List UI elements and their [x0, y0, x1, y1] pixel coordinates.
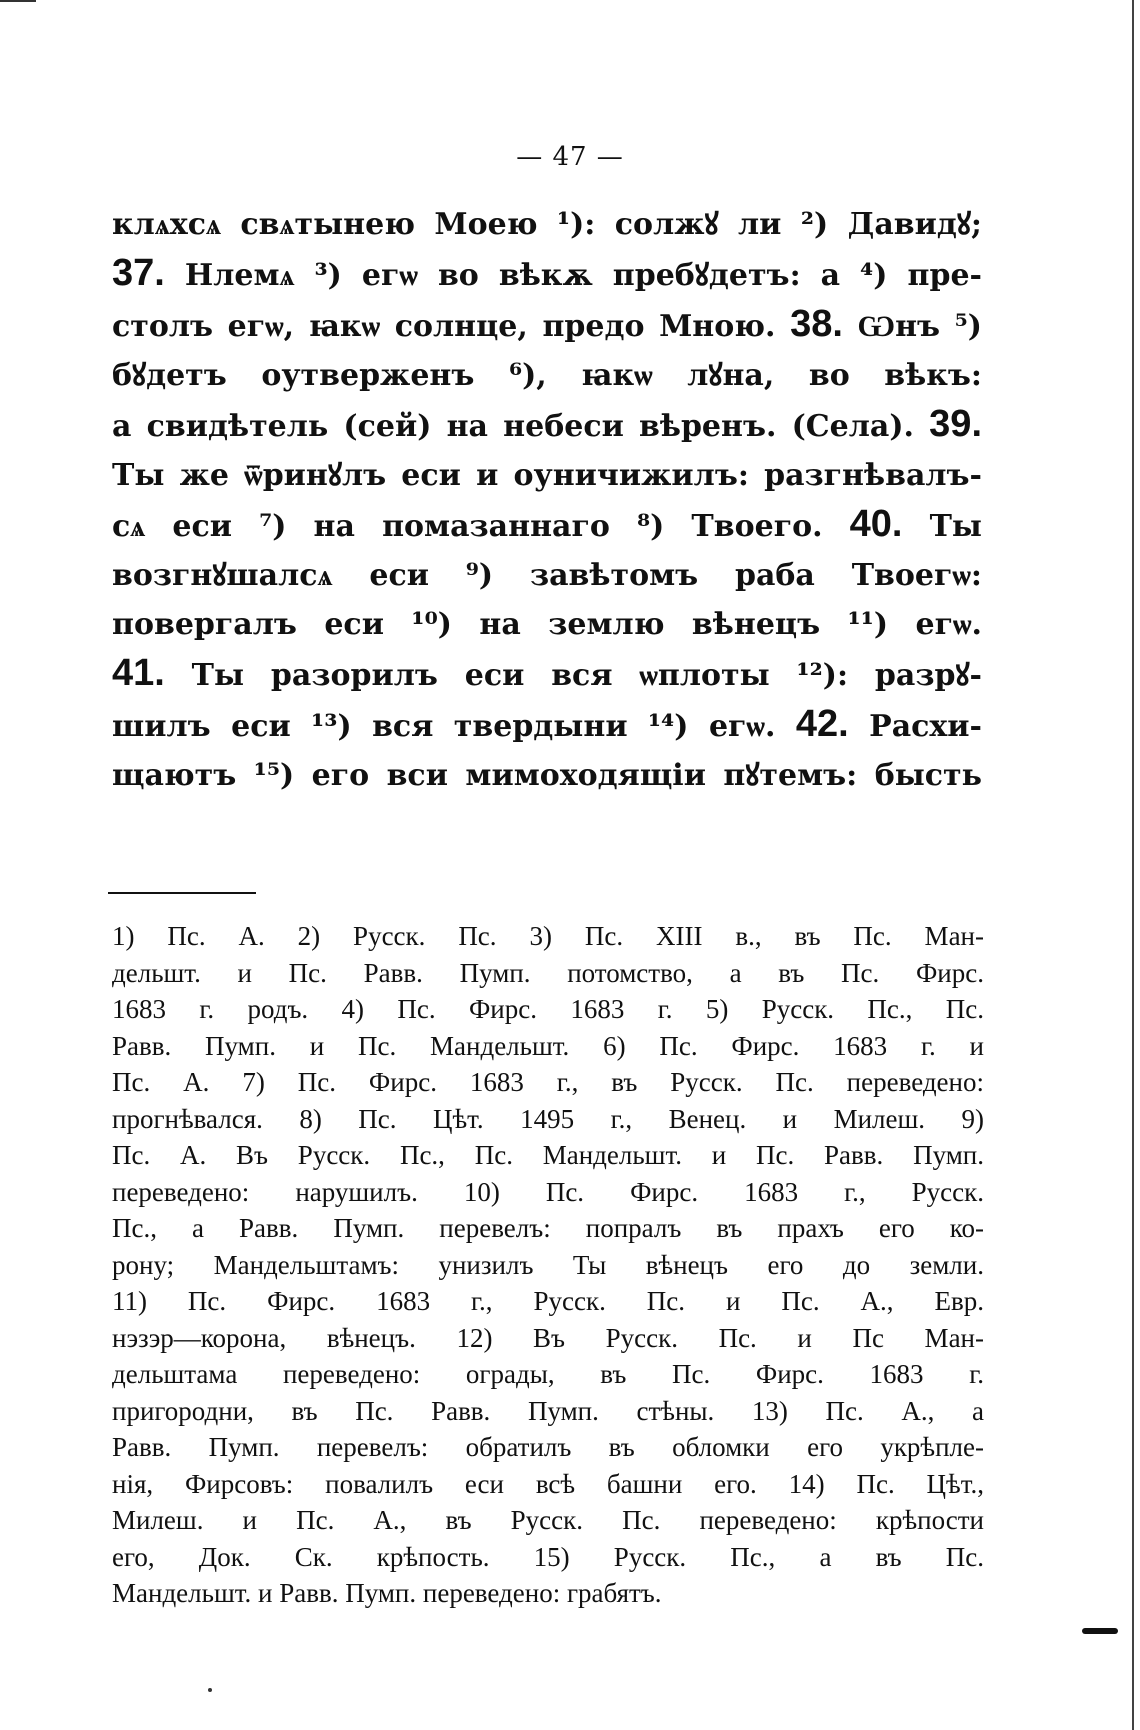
- scan-mark: [0, 0, 36, 2]
- page-edge-line: [1132, 0, 1134, 1730]
- footnote-line: 11) Пс. Фирс. 1683 г., Русск. Пс. и Пс. А., Евр.: [112, 1286, 984, 1316]
- footnote-line: дельштама переведено: ограды, въ Пс. Фирс. 1683 г.: [112, 1359, 984, 1389]
- verse-line: сѧ еси ⁷) на помазаннаго ⁸) Твоего. 40. Ты: [112, 503, 982, 545]
- footnote-line: переведено: нарушилъ. 10) Пс. Фирс. 1683 г., Русск.: [112, 1176, 984, 1207]
- footnotes: [112, 918, 984, 1612]
- verse-line: 37. Нлемѧ ³) егѡ во вѣкѫ пребꙋдетъ: а ⁴) пре-: [112, 252, 982, 294]
- footnote-line: нэзэр—корона, вѣнецъ. 12) Въ Русск. Пс. и Пс Ман-: [112, 1322, 984, 1353]
- scan-mark: [1082, 1628, 1118, 1634]
- footnote-line: нія, Фирсовъ: повалилъ еси всѣ башни его. 14) Пс. Цѣт.,: [112, 1468, 984, 1499]
- footnote-line: дельшт. и Пс. Равв. Пумп. потомство, а въ Пс. Фирс.: [112, 957, 984, 988]
- footnote-line: Пс., а Равв. Пумп. перевелъ: попралъ въ прахъ его ко-: [112, 1213, 984, 1243]
- footnote-line: Мандельшт. и Равв. Пумп. переведено: грабятъ.: [112, 1578, 662, 1608]
- psalm-verse-text: [112, 200, 982, 800]
- verse-line: повергалъ еси ¹⁰) на землю вѣнецъ ¹¹) егѡ.: [112, 607, 982, 642]
- verse-line: возгнꙋшалсѧ еси ⁹) завѣтомъ раба Твоегѡ:: [112, 558, 982, 593]
- footnote-line: 1683 г. родъ. 4) Пс. Фирс. 1683 г. 5) Русск. Пс., Пс.: [112, 994, 984, 1024]
- page-number: — 47 —: [516, 142, 624, 172]
- footnote-line: прогнѣвался. 8) Пс. Цѣт. 1495 г., Венец. и Милеш. 9): [112, 1103, 984, 1134]
- footnote-line: его, Док. Ск. крѣпость. 15) Русск. Пс., а въ Пс.: [112, 1541, 984, 1572]
- footnote-separator: [108, 892, 256, 894]
- scan-mark: [208, 1688, 212, 1692]
- footnote-line: пригородни, въ Пс. Равв. Пумп. стѣны. 13) Пс. А., а: [112, 1395, 984, 1426]
- footnote-line: Пс. А. 7) Пс. Фирс. 1683 г., въ Русск. Пс. переведено:: [112, 1067, 984, 1097]
- verse-line: столъ егѡ, ꙗкѡ солнце, предо Мною. 38. Ѡнъ ⁵): [112, 303, 982, 345]
- footnote-line: 1) Пс. А. 2) Русск. Пс. 3) Пс. XIII в., въ Пс. Ман-: [112, 921, 984, 951]
- footnote-line: Равв. Пумп. перевелъ: обратилъ въ обломки его укрѣпле-: [112, 1432, 984, 1462]
- verse-line: щаютъ ¹⁵) его вси мимоходящіи пꙋтемъ: бысть: [112, 758, 982, 793]
- verse-line: клѧхсѧ свѧтынею Моею ¹): солжꙋ ли ²) Давидꙋ;: [112, 207, 982, 242]
- footnote-line: Милеш. и Пс. А., въ Русск. Пс. переведено: крѣпости: [112, 1505, 984, 1535]
- verse-line: шилъ еси ¹³) вся твердыни ¹⁴) егѡ. 42. Расхи-: [112, 703, 983, 745]
- footnote-line: Пс. А. Въ Русск. Пс., Пс. Мандельшт. и Пс. Равв. Пумп.: [112, 1140, 984, 1170]
- verse-line: Ты же ѿринꙋлъ еси и оуничижилъ: разгнѣвалъ-: [112, 458, 982, 493]
- footnote-line: Равв. Пумп. и Пс. Мандельшт. 6) Пс. Фирс. 1683 г. и: [112, 1030, 984, 1061]
- verse-line: 41. Ты разорилъ еси вся ѡплоты ¹²): разрꙋ-: [112, 652, 982, 694]
- verse-line: бꙋдетъ оутверженъ ⁶), ꙗкѡ лꙋна, во вѣкъ:: [112, 358, 982, 393]
- verse-line: а свидѣтель (сей) на небеси вѣренъ. (Села). 39.: [112, 403, 982, 445]
- footnote-line: рону; Мандельштамъ: унизилъ Ты вѣнецъ его до земли.: [112, 1249, 984, 1280]
